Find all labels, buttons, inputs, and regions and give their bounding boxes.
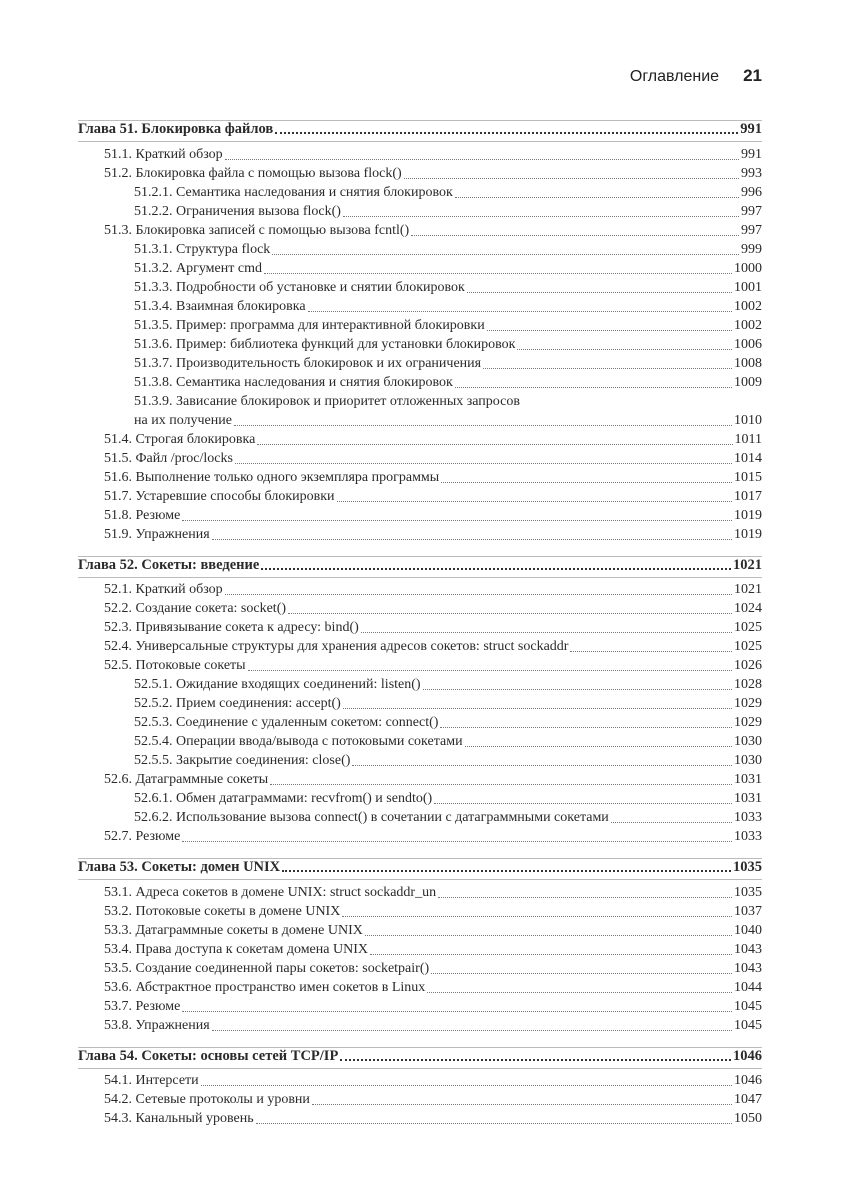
toc-entry-page: 1045	[734, 1017, 762, 1033]
toc-entry[interactable]	[78, 656, 762, 675]
toc-entry-page: 1010	[734, 412, 762, 428]
dot-leader	[423, 689, 732, 690]
table-of-contents	[78, 120, 762, 1128]
chapter-entry[interactable]	[78, 858, 762, 880]
toc-entry[interactable]	[78, 599, 762, 618]
toc-entry[interactable]	[78, 487, 762, 506]
toc-entry-page: 1001	[734, 279, 762, 295]
chapter-page: 991	[740, 121, 762, 137]
toc-entry-page: 1025	[734, 639, 762, 654]
toc-entry-title: 53.2. Потоковые сокеты в домене UNIX	[104, 903, 341, 919]
toc-entry-page: 1021	[734, 582, 762, 597]
toc-entry[interactable]	[78, 883, 762, 902]
toc-entry-title: 52.4. Универсальные структуры для хранения адресов сокетов: struct sockaddr	[104, 639, 569, 654]
dot-leader	[570, 651, 732, 652]
toc-entry[interactable]	[78, 580, 762, 599]
toc-entry-title: 51.3.1. Структура flock	[134, 241, 271, 257]
chapter-title: Глава 51. Блокировка файлов	[78, 121, 274, 137]
toc-entry-title: 51.3.8. Семантика наследования и снятия блокировок	[134, 374, 453, 390]
toc-entry-page: 1044	[734, 979, 762, 995]
chapter-page: 1035	[733, 859, 762, 875]
dot-leader	[365, 935, 732, 936]
toc-entry-page: 1035	[734, 884, 762, 900]
toc-entry-page: 1033	[734, 829, 762, 844]
toc-entry-title: 51.4. Строгая блокировка	[104, 431, 256, 447]
toc-entry[interactable]	[78, 297, 762, 316]
toc-entry-title: 52.5.3. Соединение с удаленным сокетом: connect()	[134, 715, 439, 730]
toc-entry-page: 1017	[734, 488, 762, 504]
toc-entry[interactable]	[78, 411, 762, 430]
toc-entry-page: 1002	[734, 298, 762, 314]
toc-entry[interactable]	[78, 373, 762, 392]
toc-entry-page: 1019	[734, 526, 762, 542]
toc-entry-page: 996	[741, 184, 762, 200]
toc-entry[interactable]	[78, 164, 762, 183]
dot-leader	[517, 349, 732, 350]
toc-entry-title: 52.5.2. Прием соединения: accept()	[134, 696, 341, 711]
toc-entry-page: 1047	[734, 1092, 762, 1107]
dot-leader	[361, 632, 732, 633]
toc-entry-page: 1002	[734, 317, 762, 333]
toc-entry-title: 51.8. Резюме	[104, 507, 181, 523]
chapter-page: 1021	[733, 556, 762, 573]
toc-entry-page: 1019	[734, 507, 762, 523]
toc-entry-page: 1046	[734, 1073, 762, 1088]
chapter-title: Глава 53. Сокеты: домен UNIX	[78, 859, 281, 875]
toc-entry-page: 997	[741, 222, 762, 238]
dot-leader	[340, 1059, 731, 1061]
toc-entry[interactable]	[78, 335, 762, 354]
toc-entry-title: 52.1. Краткий обзор	[104, 582, 223, 597]
toc-entry-title: 51.9. Упражнения	[104, 526, 210, 542]
toc-entry-title-line: 51.3.9. Зависание блокировок и приоритет отложенных запросов	[134, 393, 520, 409]
dot-leader	[487, 330, 732, 331]
dot-leader	[312, 1104, 732, 1105]
toc-entry-page: 1031	[734, 772, 762, 787]
chapter-entry[interactable]	[78, 1047, 762, 1069]
toc-entry-title: 52.7. Резюме	[104, 829, 181, 844]
dot-leader	[434, 803, 732, 804]
toc-entry-title: 53.8. Упражнения	[104, 1017, 210, 1033]
toc-entry[interactable]	[78, 959, 762, 978]
toc-entry-title: 51.6. Выполнение только одного экземпляра программы	[104, 469, 440, 485]
toc-entry[interactable]	[78, 1090, 762, 1109]
dot-leader	[308, 311, 732, 312]
toc-entry-page: 993	[741, 165, 762, 181]
toc-entry-page: 1031	[734, 791, 762, 806]
toc-entry-page: 1000	[734, 260, 762, 276]
toc-entry-title: 53.4. Права доступа к сокетам домена UNIX	[104, 941, 368, 957]
dot-leader	[455, 387, 732, 388]
toc-entry-page: 1014	[734, 450, 762, 466]
dot-leader	[370, 954, 732, 955]
dot-leader	[182, 520, 732, 521]
toc-entry-page: 1011	[734, 431, 762, 447]
running-header-title: Оглавление	[629, 68, 720, 85]
toc-entry-title: 52.6. Датаграммные сокеты	[104, 772, 269, 787]
toc-entry[interactable]	[78, 183, 762, 202]
toc-entry-page: 1029	[734, 696, 762, 711]
toc-entry-title: 52.6.1. Обмен датаграммами: recvfrom() и sendto()	[134, 791, 433, 806]
toc-entry-page: 1043	[734, 941, 762, 957]
toc-entry[interactable]	[78, 808, 762, 827]
toc-entry-page: 1015	[734, 469, 762, 485]
toc-entry-title-continued: на их получение	[134, 412, 232, 428]
dot-leader	[234, 425, 732, 426]
dot-leader	[212, 1030, 732, 1031]
toc-entry[interactable]	[78, 430, 762, 449]
toc-entry[interactable]	[78, 751, 762, 770]
toc-entry[interactable]	[78, 637, 762, 656]
toc-entry[interactable]	[78, 506, 762, 525]
toc-entry-page: 1006	[734, 336, 762, 352]
toc-entry[interactable]	[78, 259, 762, 278]
toc-entry-title: 54.1. Интерсети	[104, 1073, 199, 1088]
toc-entry-title: 52.5.1. Ожидание входящих соединений: listen()	[134, 677, 421, 692]
toc-entry-page: 1045	[734, 998, 762, 1014]
toc-entry[interactable]	[78, 468, 762, 487]
toc-entry-page: 1025	[734, 620, 762, 635]
dot-leader	[264, 273, 732, 274]
toc-entry-page: 1050	[734, 1111, 762, 1126]
toc-entry-title: 51.3.6. Пример: библиотека функций для установки блокировок	[134, 336, 516, 352]
toc-entry-title: 52.5.4. Операции ввода/вывода с потоковыми сокетами	[134, 734, 463, 749]
dot-leader	[270, 784, 732, 785]
dot-leader	[201, 1085, 732, 1086]
dot-leader	[235, 463, 732, 464]
toc-entry[interactable]	[78, 978, 762, 997]
toc-entry[interactable]	[78, 449, 762, 468]
dot-leader	[352, 765, 732, 766]
toc-entry[interactable]	[78, 732, 762, 751]
toc-entry-title: 53.5. Создание соединенной пары сокетов: socketpair()	[104, 960, 430, 976]
toc-entry-title: 54.3. Канальный уровень	[104, 1111, 254, 1126]
toc-entry-title: 51.3.2. Аргумент cmd	[134, 260, 262, 276]
toc-entry-page: 1008	[734, 355, 762, 371]
dot-leader	[212, 539, 732, 540]
dot-leader	[440, 727, 732, 728]
toc-entry[interactable]	[78, 675, 762, 694]
toc-entry-title: 52.5.5. Закрытие соединения: close()	[134, 753, 351, 768]
toc-entry[interactable]	[78, 940, 762, 959]
dot-leader	[465, 746, 732, 747]
dot-leader	[225, 594, 732, 595]
toc-entry-page: 1029	[734, 715, 762, 730]
toc-entry-title: 51.1. Краткий обзор	[104, 146, 223, 162]
dot-leader	[257, 444, 732, 445]
toc-entry-title: 51.3.4. Взаимная блокировка	[134, 298, 306, 314]
toc-entry-title: 51.2. Блокировка файла с помощью вызова flock()	[104, 165, 402, 181]
toc-entry[interactable]	[78, 618, 762, 637]
dot-leader	[337, 501, 732, 502]
toc-entry-title: 51.3.3. Подробности об установке и снятии блокировок	[134, 279, 465, 295]
toc-entry-title: 51.3.7. Производительность блокировок и их ограничения	[134, 355, 482, 371]
dot-leader	[404, 178, 739, 179]
toc-entry-page: 1030	[734, 734, 762, 749]
chapter-entry[interactable]	[78, 556, 762, 578]
toc-entry[interactable]	[78, 789, 762, 808]
toc-entry[interactable]	[78, 694, 762, 713]
toc-entry-title: 53.6. Абстрактное пространство имен сокетов в Linux	[104, 979, 426, 995]
toc-entry-title: 51.7. Устаревшие способы блокировки	[104, 488, 335, 504]
dot-leader	[467, 292, 732, 293]
toc-entry-title: 52.2. Создание сокета: socket()	[104, 601, 287, 616]
toc-entry-title: 53.1. Адреса сокетов в домене UNIX: struct sockaddr_un	[104, 884, 437, 900]
dot-leader	[182, 841, 732, 842]
toc-entry[interactable]	[78, 354, 762, 373]
toc-entry-title: 51.2.1. Семантика наследования и снятия блокировок	[134, 184, 453, 200]
page-number: 21	[743, 66, 762, 85]
toc-entry[interactable]	[78, 145, 762, 164]
toc-entry-page: 1009	[734, 374, 762, 390]
toc-entry-page: 1043	[734, 960, 762, 976]
toc-entry-title: 51.5. Файл /proc/locks	[104, 450, 233, 466]
toc-entry-page: 1028	[734, 677, 762, 692]
toc-entry-title: 52.3. Привязывание сокета к адресу: bind()	[104, 620, 359, 635]
chapter-title: Глава 54. Сокеты: основы сетей TCP/IP	[78, 1047, 339, 1064]
toc-entry[interactable]	[78, 202, 762, 221]
dot-leader	[483, 368, 732, 369]
toc-entry[interactable]	[78, 525, 762, 544]
dot-leader	[288, 613, 732, 614]
running-header	[630, 66, 762, 86]
toc-entry-page: 1026	[734, 658, 762, 673]
toc-entry-title: 52.5. Потоковые сокеты	[104, 658, 246, 673]
chapter-title: Глава 52. Сокеты: введение	[78, 556, 260, 573]
toc-entry-title: 51.2.2. Ограничения вызова flock()	[134, 203, 341, 219]
dot-leader	[272, 254, 739, 255]
toc-entry[interactable]	[78, 713, 762, 732]
dot-leader	[342, 916, 732, 917]
toc-entry[interactable]	[78, 1071, 762, 1090]
dot-leader	[275, 132, 738, 134]
chapter-entry[interactable]	[78, 120, 762, 142]
toc-entry-page: 1040	[734, 922, 762, 938]
toc-entry[interactable]	[78, 1109, 762, 1128]
toc-entry-page: 991	[741, 146, 762, 162]
toc-entry-title: 51.3.5. Пример: программа для интерактивной блокировки	[134, 317, 485, 333]
toc-entry-title: 52.6.2. Использование вызова connect() в сочетании с датаграммными сокетами	[134, 810, 609, 825]
dot-leader	[182, 1011, 732, 1012]
dot-leader	[438, 897, 732, 898]
toc-entry-title: 54.2. Сетевые протоколы и уровни	[104, 1092, 310, 1107]
toc-entry-page: 1033	[734, 810, 762, 825]
toc-entry[interactable]	[78, 921, 762, 940]
dot-leader	[282, 870, 731, 872]
toc-entry-page: 999	[741, 241, 762, 257]
toc-entry-title: 51.3. Блокировка записей с помощью вызова fcntl()	[104, 222, 410, 238]
toc-entry[interactable]	[78, 770, 762, 789]
dot-leader	[431, 973, 732, 974]
dot-leader	[225, 159, 739, 160]
toc-entry[interactable]	[78, 316, 762, 335]
toc-entry[interactable]	[78, 221, 762, 240]
toc-entry-page: 1030	[734, 753, 762, 768]
toc-entry[interactable]	[78, 1016, 762, 1035]
dot-leader	[261, 568, 731, 570]
toc-entry[interactable]	[78, 240, 762, 259]
toc-entry-title: 53.7. Резюме	[104, 998, 181, 1014]
dot-leader	[256, 1123, 732, 1124]
dot-leader	[427, 992, 732, 993]
toc-entry[interactable]	[78, 827, 762, 846]
toc-entry[interactable]	[78, 902, 762, 921]
dot-leader	[248, 670, 732, 671]
toc-entry-page: 1024	[734, 601, 762, 616]
chapter-page: 1046	[733, 1047, 762, 1064]
toc-entry[interactable]	[78, 278, 762, 297]
toc-entry-page: 997	[741, 203, 762, 219]
toc-entry-page: 1037	[734, 903, 762, 919]
toc-entry[interactable]	[78, 997, 762, 1016]
toc-entry-title: 53.3. Датаграммные сокеты в домене UNIX	[104, 922, 363, 938]
dot-leader	[343, 216, 739, 217]
dot-leader	[441, 482, 732, 483]
dot-leader	[343, 708, 732, 709]
dot-leader	[611, 822, 732, 823]
dot-leader	[455, 197, 739, 198]
dot-leader	[411, 235, 739, 236]
